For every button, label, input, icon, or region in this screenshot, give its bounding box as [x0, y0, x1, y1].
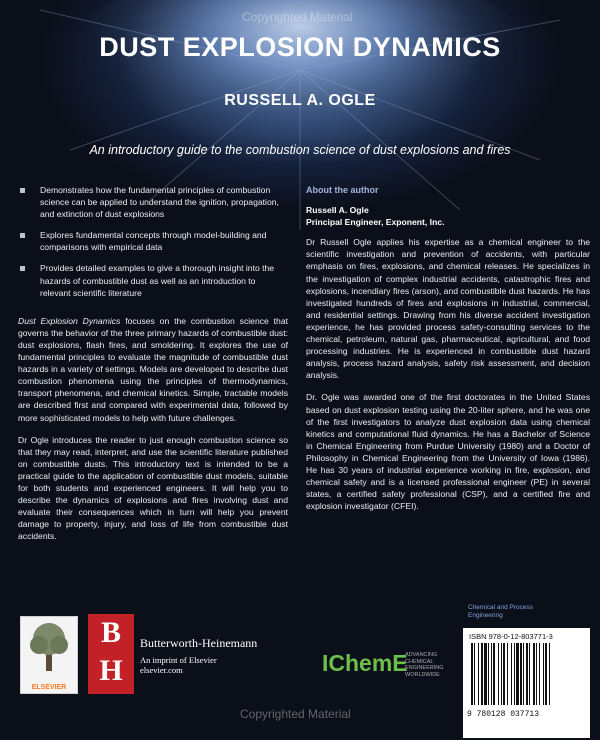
about-author-heading: About the author — [306, 185, 379, 195]
about-author-role: Principal Engineer, Exponent, Inc. — [306, 217, 445, 228]
barcode-bar — [529, 643, 530, 705]
isbn-text: ISBN 978-0-12-803771-3 — [469, 632, 553, 641]
bullet-item: Explores fundamental concepts through model-building and comparisons with empirical data — [18, 229, 288, 253]
about-paragraph-1: Dr Russell Ogle applies his expertise as a chemical engineer to the scientific investigation and prevention of accidents, with particular emphasis on fires, explosions, and chemical releases. He specializes in the investigation of complex industrial accidents, catastrophic fires and explosions, incendiary fires (arson), and combustible dust hazards. He has investigated hundreds of fires and explosions in industrial, commercial, and residential settings. Drawing from his diverse accident investigation experience, he has provided process safety-consulting services to the chemical, petroleum, natural gas, pharmaceutical, agricultural, and food processing industries. He is experienced in combustible dust hazard analysis, process hazard analysis, safety risk assessment, and decision analysis. — [306, 237, 590, 381]
about-paragraph-2: Dr. Ogle was awarded one of the first doctorates in the United States based on dust explosion testing using the 20-liter sphere, and he was one of the first investigators to analyze dust explosion data using chemical kinetics and computational fluid dynamics. He has a Bachelor of Science in Chemical Engineering from Purdue University (1980) and a Doctor of Philosophy in Chemical Engineering from the University of Iowa (1986). He has 30 years of industrial experience working in fire, explosion, and chemical safety and is a licensed professional engineer (PE) in several states, a certified safety professional (CSP), and a certified fire and explosion investigator (CFEI). — [306, 392, 590, 512]
description-text: focuses on the combustion science that governs the behavior of the three primary hazards of combustible dust: dust explosions, flash fires, and smoldering. It explores the use of fundamental principles to evaluate the magnitude of combustible dust hazards in a variety of settings. Models are developed to describe dust combustion phenomena using the principles of thermodynamics, transport phenomena, and chemical kinetics. Simple, tractable models are described first and compared with experimental data, followed by more sophisticated models to help with future challenges. — [18, 315, 288, 423]
bh-logo — [88, 614, 134, 694]
barcode-bar — [523, 643, 524, 705]
barcode-bar — [539, 643, 540, 705]
right-column — [306, 184, 590, 522]
book-title: DUST EXPLOSION DYNAMICS — [99, 32, 501, 62]
barcode-bar — [501, 643, 502, 705]
tagline: An introductory guide to the combustion science of dust explosions and fires — [89, 143, 511, 157]
barcode-bar — [491, 643, 492, 705]
barcode-bar — [549, 643, 550, 705]
bh-text-block — [140, 636, 257, 675]
book-title-italic: Dust Explosion Dynamics — [18, 315, 121, 326]
barcode-bar — [520, 643, 522, 705]
barcode-bar — [478, 643, 479, 705]
subject-category: Chemical and Process Engineering — [468, 604, 534, 619]
barcode-bar — [545, 643, 547, 705]
bullet-item: Demonstrates how the fundamental principles of combustion science can be applied to understand the ignition, propagation, and extinction of dust explosions — [18, 184, 288, 220]
barcode-bar — [516, 643, 519, 705]
bh-publisher-name: Butterworth-Heinemann — [140, 636, 258, 650]
barcode-bar — [493, 643, 495, 705]
description-paragraph-1 — [18, 315, 288, 424]
barcode-bar — [543, 643, 544, 705]
barcode-bar — [507, 643, 508, 705]
feature-list — [18, 184, 288, 299]
watermark-top: Copyrighted Material — [242, 10, 353, 24]
elsevier-tree-icon — [21, 617, 77, 677]
barcode-bar — [481, 643, 483, 705]
bullet-item: Provides detailed examples to give a thorough insight into the hazards of combustible dust as well as an introduction to relevant scientific literature — [18, 262, 288, 298]
about-author-name: Russell A. Ogle — [306, 205, 369, 216]
barcode-number: 9 780128 037713 — [467, 710, 540, 719]
bh-logo-h: H — [99, 654, 123, 687]
description-paragraph-2: Dr Ogle introduces the reader to just enough combustion science so that they may read, interpret, and use the scientific literature published on combustible dusts. This introductory text is intended to be a practical guide to the application of combustible dust models, suitable for both students and experienced engineers. It will help you to describe the dynamics of explosions and fires involving dust and evaluate their consequences which in turn will help you prevent damage to property, injury, and loss of life from combustible dust accidents. — [18, 434, 288, 542]
barcode-bar — [511, 643, 512, 705]
barcode-bar — [503, 643, 505, 705]
elsevier-logo — [20, 616, 78, 694]
barcode-bar — [474, 643, 475, 705]
barcode-bar — [514, 643, 515, 705]
author-name: RUSSELL A. OGLE — [224, 92, 376, 109]
left-column — [18, 184, 288, 552]
barcode-box — [463, 628, 590, 738]
watermark-bottom: Copyrighted Material — [240, 707, 351, 721]
barcode-bar — [488, 643, 489, 705]
barcode-bar — [498, 643, 499, 705]
elsevier-wordmark: ELSEVIER — [31, 684, 67, 691]
barcode-bar — [536, 643, 537, 705]
barcode-bar — [484, 643, 487, 705]
icheme-logo: IChemE — [322, 650, 408, 676]
barcode-bar — [526, 643, 528, 705]
icheme-tagline: ADVANCING CHEMICAL ENGINEERING WORLDWIDE — [405, 652, 444, 678]
bh-website: elsevier.com — [140, 665, 183, 675]
bh-imprint: An imprint of Elsevier — [140, 655, 217, 665]
barcode-bar — [471, 643, 473, 705]
bh-logo-b: B — [100, 616, 121, 649]
barcode-bar — [533, 643, 535, 705]
barcode-bars — [469, 643, 584, 709]
